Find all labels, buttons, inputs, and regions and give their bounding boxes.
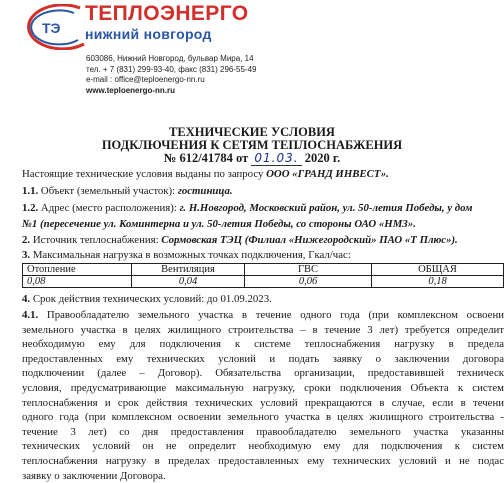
item-1-2-cont: №1 (пересечение ул. Коминтерна и ул. 50-летия Победы, со стороны ОАО «НМЗ». (22, 218, 416, 230)
table-header: ОБЩАЯ (372, 264, 504, 276)
item-number: 1.1. (22, 185, 39, 197)
handwritten-date: 01.03. (251, 151, 301, 166)
body-line: заявку о заключении Договора. (22, 469, 166, 482)
doc-title-line2: ПОДКЛЮЧЕНИЯ К СЕТЯМ ТЕПЛОСНАБЖЕНИЯ (101, 138, 403, 152)
item-label: Адрес (место расположения): (40, 202, 177, 214)
brand-subtitle: нижний новгород (85, 26, 212, 42)
body-line (22, 308, 504, 323)
company-address: 603086, Нижний Новгород, бульвар Мира, 14 (86, 54, 254, 63)
body-line: одного года (при комплексном освоении земельного участка в целях жилищного строительства - (22, 411, 504, 424)
doc-number: № 612/41784 от (163, 151, 249, 165)
logo-letters: ТЭ (42, 20, 61, 36)
company-email: e-mail : office@teploenergo-nn.ru (86, 75, 205, 85)
issued-to: ООО «ГРАНД ИНВЕСТ». (266, 168, 389, 180)
item-3 (22, 249, 351, 262)
doc-number-line (0, 151, 504, 166)
item-value: Сормовская ТЭЦ (Филиал «Нижегородский» ПАО «Т Плюс»). (161, 234, 458, 246)
doc-year: 2020 г. (304, 151, 341, 165)
item-1-2 (22, 202, 473, 215)
table-cell: 0,06 (245, 276, 372, 288)
load-table (22, 263, 504, 288)
item-label: Источник теплоснабжения: (32, 234, 159, 246)
item-4 (22, 293, 272, 306)
table-header: Отопление (23, 264, 132, 276)
doc-title-line1: ТЕХНИЧЕСКИЕ УСЛОВИЯ (169, 125, 335, 139)
item-number: 4. (22, 293, 31, 305)
table-row (23, 276, 504, 288)
body-line: подключении (далее – Договор). Обязательства организации, предоставившей техническ (22, 367, 504, 380)
table-cell: 0,18 (372, 276, 504, 288)
body-line: теплоснабжения и срок действия технических условий прекращаются в случае, если в течени (22, 396, 504, 409)
table-row (23, 264, 504, 276)
company-phones: тел. + 7 (831) 299-93-40, факс (831) 296-55-49 (86, 64, 257, 74)
brand-name: ТЕПЛОЭНЕРГО (85, 2, 249, 25)
issued-line (22, 168, 389, 181)
issued-text: Настоящие технические условия выданы по запросу (22, 168, 264, 180)
item-4-1-body (22, 308, 504, 483)
item-number: 4.1. (22, 309, 39, 321)
table-header: Вентиляция (132, 264, 245, 276)
item-label: Объект (земельный участок): (40, 185, 176, 197)
item-label: Максимальная нагрузка в возможных точках подключения, Гкал/час: (32, 249, 351, 261)
item-value: гостиница. (177, 185, 233, 197)
item-number: 1.2. (22, 202, 39, 214)
body-line: необходимую ему для подключения к системе теплоснабжения нагрузку в предела (22, 338, 504, 351)
item-1-1 (22, 185, 233, 198)
item-value: г. Н.Новгород, Московский район, ул. 50-летия Победы, у дом (179, 202, 473, 214)
item-number: 3. (22, 249, 31, 261)
table-header: ГВС (245, 264, 372, 276)
body-line: условия, предусматривающие максимальную нагрузку, сроки подключения Объекта к систем (22, 381, 504, 394)
table-cell: 0,04 (132, 276, 245, 288)
item-label: Срок действия технических условий: до 01.09.2023. (32, 293, 272, 305)
body-line: течение 3 лет) со дня предоставления правообладателю земельного участка указанны (22, 425, 504, 438)
body-line: земельного участка в целях жилищного строительства – в течение 3 лет) требуется определит (22, 323, 504, 336)
table-cell: 0,08 (23, 276, 132, 288)
item-2 (22, 234, 458, 247)
item-number: 2. (22, 234, 31, 246)
contact-block (86, 54, 256, 96)
body-text: Правообладателю земельного участка в течение одного года (при комплексном освоени (46, 309, 504, 321)
body-line: теплоснабжения нагрузку в пределах предоставленных ему технических условий и не подас (22, 454, 504, 467)
body-line: предоставленных ему технических условий и подать заявку о заключении договора (22, 352, 504, 365)
body-line: технических условий он не определит необходимую ему для подключения к систем (22, 440, 504, 453)
company-website: www.teploenergo-nn.ru (86, 85, 176, 95)
